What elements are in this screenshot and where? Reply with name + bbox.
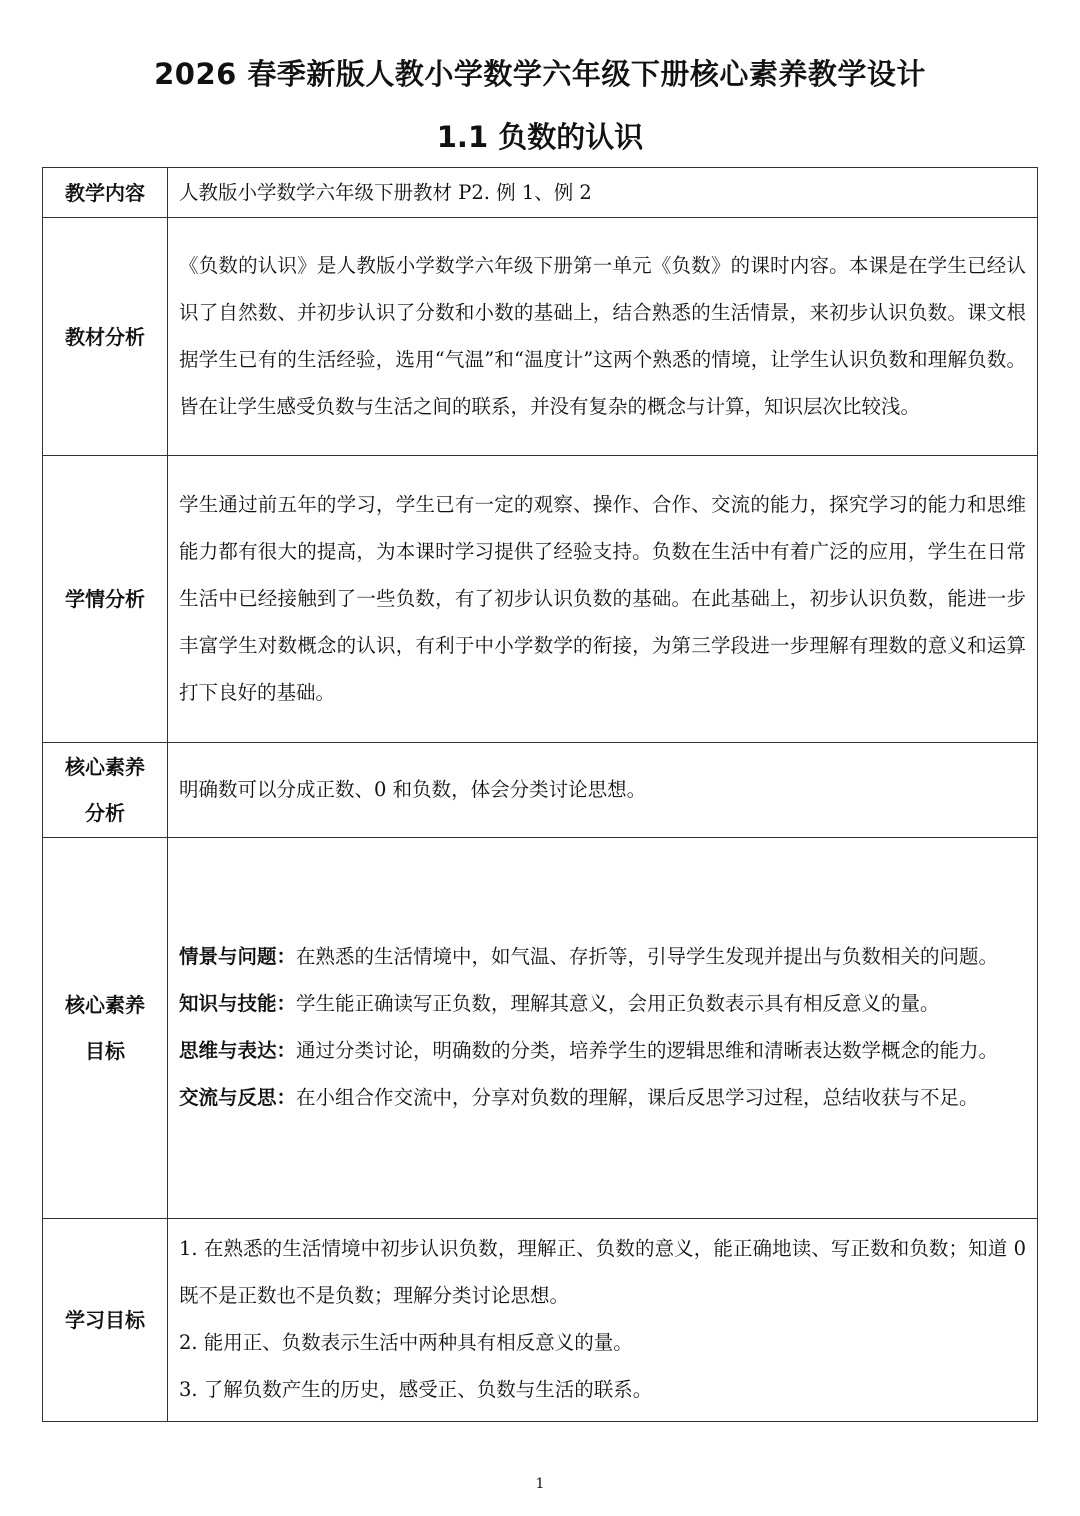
core-goal-item [179, 1074, 1026, 1121]
label-learning-goals: 学习目标 [43, 1219, 168, 1422]
core-goal-item [179, 980, 1026, 1027]
label-core-goals-line2: 目标 [85, 1039, 125, 1063]
row-core-analysis [43, 743, 1038, 838]
learning-goal-item: 2. 能用正、负数表示生活中两种具有相反意义的量。 [179, 1331, 633, 1354]
core-goal-text: 通过分类讨论，明确数的分类，培养学生的逻辑思维和清晰表达数学概念的能力。 [296, 1039, 999, 1062]
label-student-analysis: 学情分析 [43, 456, 168, 743]
label-teaching-content: 教学内容 [43, 168, 168, 218]
label-core-analysis [43, 743, 168, 838]
core-goals-list [168, 838, 1038, 1219]
core-goal-item [179, 1027, 1026, 1074]
text-textbook-analysis: 《负数的认识》是人教版小学数学六年级下册第一单元《负数》的课时内容。本课是在学生已经认识了自然数、并初步认识了分数和小数的基础上，结合熟悉的生活情景，来初步认识负数。课文根据学生已有的生活经验，选用“气温”和“温度计”这两个熟悉的情境，让学生认识负数和理解负数。皆在让学生感受负数与生活之间的联系，并没有复杂的概念与计算，知识层次比较浅。 [168, 218, 1038, 456]
lesson-plan-table [42, 167, 1038, 1422]
core-goal-text: 在熟悉的生活情境中，如气温、存折等，引导学生发现并提出与负数相关的问题。 [296, 945, 999, 968]
label-core-goals-line1: 核心素养 [65, 993, 145, 1017]
row-teaching-content [43, 168, 1038, 218]
core-goal-key: 交流与反思： [179, 1086, 297, 1109]
core-goal-text: 在小组合作交流中，分享对负数的理解，课后反思学习过程，总结收获与不足。 [296, 1086, 979, 1109]
text-student-analysis: 学生通过前五年的学习，学生已有一定的观察、操作、合作、交流的能力，探究学习的能力和思维能力都有很大的提高，为本课时学习提供了经验支持。负数在生活中有着广泛的应用，学生在日常生活中已经接触到了一些负数，有了初步认识负数的基础。在此基础上，初步认识负数，能进一步丰富学生对数概念的认识，有利于中小学数学的衔接，为第三学段进一步理解有理数的意义和运算打下良好的基础。 [168, 456, 1038, 743]
document-title: 2026 春季新版人教小学数学六年级下册核心素养教学设计 [154, 57, 926, 91]
core-goal-item [179, 933, 1026, 980]
core-goal-text: 学生能正确读写正负数，理解其意义，会用正负数表示具有相反意义的量。 [296, 992, 940, 1015]
row-core-goals [43, 838, 1038, 1219]
learning-goals-list [168, 1219, 1038, 1422]
page-number: 1 [535, 1476, 545, 1492]
core-goal-key: 知识与技能： [179, 992, 297, 1015]
row-textbook-analysis [43, 218, 1038, 456]
row-student-analysis [43, 456, 1038, 743]
lesson-title: 1.1 负数的认识 [436, 120, 644, 154]
label-textbook-analysis: 教材分析 [43, 218, 168, 456]
label-core-analysis-line2: 分析 [85, 801, 125, 825]
core-goal-key: 情景与问题： [179, 945, 297, 968]
text-core-analysis: 明确数可以分成正数、0 和负数，体会分类讨论思想。 [168, 743, 1038, 838]
learning-goal-item: 1. 在熟悉的生活情境中初步认识负数，理解正、负数的意义，能正确地读、写正数和负数；知道 0 既不是正数也不是负数；理解分类讨论思想。 [179, 1237, 1026, 1307]
core-goal-key: 思维与表达： [179, 1039, 297, 1062]
learning-goal-item: 3. 了解负数产生的历史，感受正、负数与生活的联系。 [179, 1378, 653, 1401]
row-learning-goals [43, 1219, 1038, 1422]
text-teaching-content: 人教版小学数学六年级下册教材 P2. 例 1、例 2 [168, 168, 1038, 218]
label-core-analysis-line1: 核心素养 [65, 755, 145, 779]
label-core-goals [43, 838, 168, 1219]
